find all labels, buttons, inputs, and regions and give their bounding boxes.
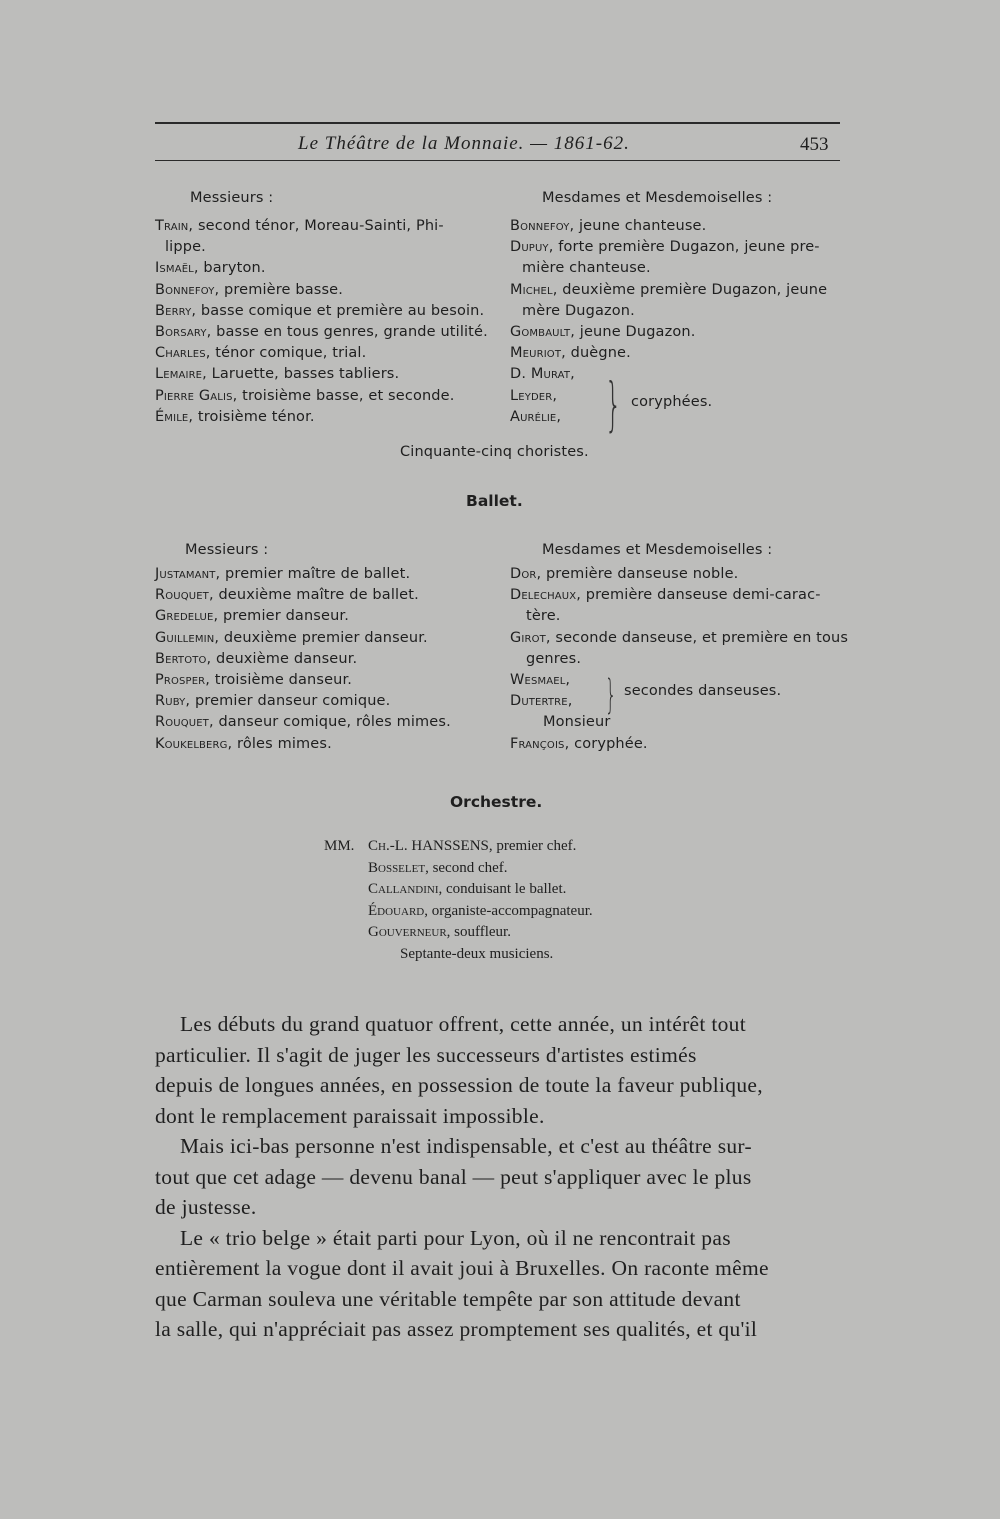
entry-role: , rôles mimes. [227,735,332,752]
cast-entry [155,388,455,404]
entry-name: François [510,735,565,752]
body-line: entièrement la vogue dont il avait joui à Bruxelles. On raconte même [155,1256,769,1280]
entry-role: , second ténor, Moreau-Sainti, Phi- [188,218,444,234]
entry-name: Bosselet [368,859,426,876]
cast-entry [155,630,428,646]
entry-name: Borsary [155,324,207,340]
entry-role: , danseur comique, rôles mimes. [208,714,451,731]
entry-name: Charles [155,345,206,362]
cast-entry [543,714,610,730]
entry-name: Wesmael [510,672,566,688]
cast-entry [155,345,366,361]
entry-role: , duègne. [561,345,631,362]
entry-name: Meuriot [510,345,562,362]
entry-role: , [570,366,575,383]
entry-name: Dor [510,566,537,582]
cast-entry [522,303,635,319]
cast-entry [155,693,390,709]
entry-role: , ténor comique, trial. [205,345,367,362]
entry-role: , second chef. [425,859,508,876]
entry-role: , troisième ténor. [188,408,315,425]
entry-name: Aurélie [510,408,557,425]
cast-entry [155,303,484,319]
entry-role: , [565,672,571,688]
entry-role: , première danseuse demi-carac- [576,587,821,604]
entry-name: Pierre Galis [155,387,233,404]
body-line: la salle, qui n'appréciait pas assez promptement ses qualités, et qu'il [155,1317,758,1341]
entry-role: , jeune chanteuse. [569,218,707,234]
entry-role: , organiste-accompagnateur. [424,902,593,919]
entry-name: Train [155,218,189,234]
coryphees-label: coryphées. [631,394,713,410]
cast-entry [155,672,352,688]
cast-entry [526,608,561,624]
entry-role: , première danseuse noble. [536,566,739,582]
entry-role: , deuxième maître de ballet. [208,587,419,604]
entry-name: Ismaël [155,260,194,277]
entry-name: Ch.-L. HANSSENS [368,838,489,854]
entry-role: , troisième basse, et seconde. [232,387,455,404]
body-line: particulier. Il s'agit de juger les successeurs d'artistes estimés [155,1042,697,1067]
secondes-label: secondes danseuses. [624,683,782,699]
entry-name: Dupuy [510,239,549,256]
cast-entry [510,630,848,646]
entry-name: Guillemin [155,629,215,646]
running-header: Le Théâtre de la Monnaie. — 1861-62. [298,133,630,154]
entry-role: , [567,693,573,710]
cast-entry [155,282,343,298]
entry-name: Dutertre [510,693,568,710]
entry-name: Delechaux [510,587,577,604]
entry-name: Bonnefoy [510,218,570,234]
entry-name: Ruby [155,693,186,710]
cast-entry [155,324,488,340]
entry-name: Koukelberg [155,735,228,752]
cast-entry [526,651,581,667]
cast-entry [510,218,706,234]
body-line: Mais ici-bas personne n'est indispensable, et c'est au théâtre sur- [180,1134,752,1158]
entry-role: mière chanteuse. [522,260,651,277]
orchestre-entry [368,924,511,941]
ballet-heading: Ballet. [466,492,523,510]
entry-name: Bertoto [155,650,207,667]
secondes-brace: } [605,672,617,718]
entry-name: Gouverneur [368,924,447,940]
musiciens-line: Septante-deux musiciens. [400,946,554,962]
body-line: Les débuts du grand quatuor offrent, cette année, un intérêt tout [180,1012,746,1036]
entry-role: , coryphée. [564,735,648,752]
entry-role: mère Dugazon. [522,302,635,319]
entry-role: , jeune Dugazon. [570,324,696,340]
cast-entry [522,260,651,276]
entry-role: , premier maître de ballet. [215,566,411,582]
cast-entry [155,714,451,730]
entry-name: Bonnefoy [155,281,215,298]
entry-role: , deuxième premier danseur. [214,629,428,646]
cast-entry [510,239,820,255]
entry-role: , premier danseur. [213,608,349,625]
cast-entry [510,566,738,582]
chant-left-heading: Messieurs : [190,190,274,206]
choristes-line: Cinquante-cinq choristes. [400,444,589,460]
entry-role: , premier danseur comique. [185,693,391,710]
cast-entry [155,608,349,624]
cast-entry [510,282,827,298]
cast-entry [510,324,695,340]
cast-entry [155,409,315,425]
entry-role: , seconde danseuse, et première en tous [545,629,849,646]
header-rule-top [155,122,840,124]
cast-entry [510,345,631,361]
entry-role: , premier chef. [488,838,577,854]
entry-name: Édouard [368,902,425,919]
entry-role: , [556,408,562,425]
entry-role: Monsieur [543,714,611,731]
orchestre-entry [368,881,566,898]
orchestre-entry [368,903,593,920]
entry-name: D. Murat [510,366,571,383]
body-line: Le « trio belge » était parti pour Lyon, où il ne rencontrait pas [180,1225,731,1250]
body-line: dont le remplacement paraissait impossible. [155,1103,545,1128]
page-number: 453 [800,134,829,155]
entry-role: , troisième danseur. [205,672,353,688]
entry-role: , conduisant le ballet. [438,881,567,897]
cast-entry [155,651,357,667]
entry-name: Callandini [368,881,439,897]
entry-name: Gredelue [155,608,214,625]
orchestre-prefix: MM. [324,838,355,854]
entry-role: lippe. [165,239,206,256]
entry-role: , première basse. [214,281,343,298]
cast-entry [165,239,206,255]
entry-name: Rouquet [155,587,209,604]
body-line: depuis de longues années, en possession de toute la faveur publique, [155,1073,763,1097]
ballet-right-heading: Mesdames et Mesdemoiselles : [542,542,773,558]
entry-role: genres. [526,650,582,667]
cast-entry [155,260,266,276]
cast-entry [510,672,570,688]
cast-entry [155,218,444,234]
entry-role: , deuxième première Dugazon, jeune [552,281,828,298]
chant-right-heading: Mesdames et Mesdemoiselles : [542,190,773,206]
entry-name: Michel [510,281,553,298]
entry-name: Berry [155,302,192,319]
entry-role: , forte première Dugazon, jeune pre- [548,239,820,256]
entry-name: Girot [510,629,546,646]
cast-entry [510,388,557,404]
entry-role: , [552,387,558,404]
coryphees-brace: } [605,370,622,438]
body-line: tout que cet adage — devenu banal — peut s'appliquer avec le plus [155,1164,752,1189]
cast-entry [155,587,419,603]
cast-entry [510,409,561,425]
cast-entry [155,566,410,582]
body-line: que Carman souleva une véritable tempête par son attitude devant [155,1286,741,1311]
entry-role: tère. [526,608,561,625]
cast-entry [155,366,399,382]
entry-name: Gombault [510,324,571,340]
header-rule-bottom [155,160,840,161]
entry-role: , basse en tous genres, grande utilité. [206,324,488,340]
entry-name: Prosper [155,672,206,688]
entry-role: , baryton. [193,260,266,277]
orchestre-entry [368,860,508,877]
ballet-left-heading: Messieurs : [185,542,269,558]
orchestre-heading: Orchestre. [450,793,543,811]
cast-entry [510,693,572,709]
entry-role: , basse comique et première au besoin. [191,302,485,319]
entry-name: Rouquet [155,714,209,731]
cast-entry [510,736,648,752]
cast-entry [155,736,332,752]
cast-entry [510,366,575,382]
entry-name: Lemaire [155,366,203,383]
entry-name: Leyder [510,387,553,404]
orchestre-entry [368,838,576,855]
entry-name: Justamant [155,566,216,582]
cast-entry [510,587,821,603]
entry-role: , deuxième danseur. [206,650,358,667]
entry-role: , souffleur. [446,924,511,940]
body-line: de justesse. [155,1195,257,1219]
entry-role: , Laruette, basses tabliers. [202,366,400,383]
entry-name: Émile [155,408,189,425]
